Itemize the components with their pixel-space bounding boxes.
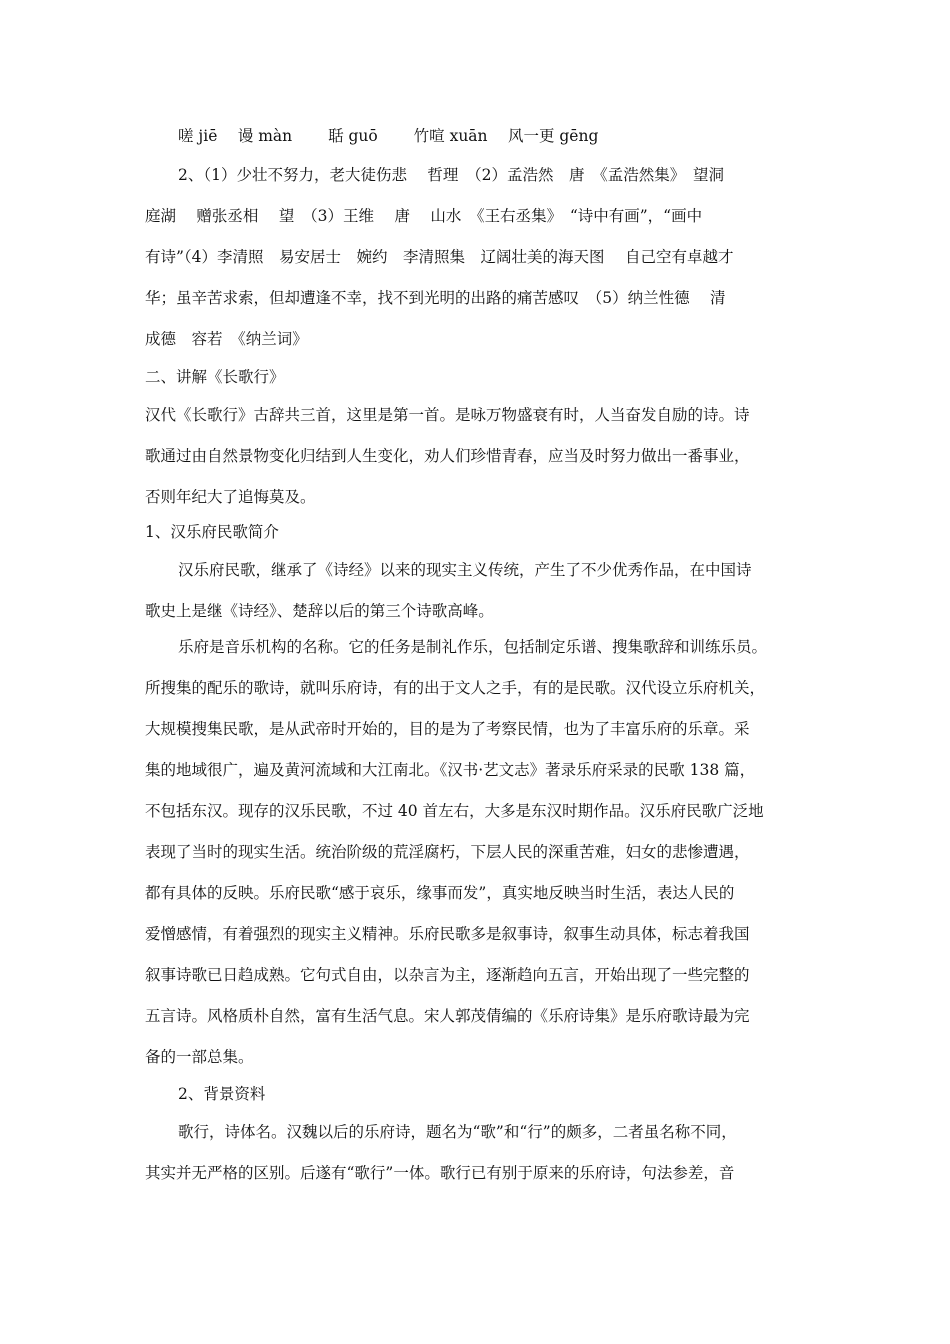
body-paragraph-line: 所搜集的配乐的歌诗，就叫乐府诗，有的出于文人之手，有的是民歌。汉代设立乐府机关， [145,679,766,697]
body-paragraph-line: 都有具体的反映。乐府民歌“感于哀乐，缘事而发”，真实地反映当时生活，表达人民的 [145,884,735,902]
answer-paragraph-line: 庭湖 赠张丞相 望 （3）王维 唐 山水 《王右丞集》 “诗中有画”，“画中 [145,207,703,225]
body-paragraph-line: 不包括东汉。现存的汉乐民歌，不过 40 首左右，大多是东汉时期作品。汉乐府民歌广泛地 [145,802,764,820]
intro-paragraph-line: 否则年纪大了追悔莫及。 [145,488,316,506]
answer-paragraph-line: 有诗”（4）李清照 易安居士 婉约 李清照集 辽阔壮美的海天图 自己空有卓越才 [145,248,734,266]
intro-paragraph-line: 汉代《长歌行》古辞共三首，这里是第一首。是咏万物盛衰有时，人当奋发自励的诗。诗 [145,406,750,424]
answer-paragraph-line: 华；虽辛苦求索，但却遭逢不幸，找不到光明的出路的痛苦感叹 （5）纳兰性德 清 [145,289,726,307]
subsection-heading: 1、汉乐府民歌简介 [145,523,279,541]
body-paragraph-line: 备的一部总集。 [145,1048,254,1066]
background-paragraph-line: 歌行，诗体名。汉魏以后的乐府诗，题名为“歌”和“行”的颇多，二者虽名称不同， [178,1123,737,1141]
body-paragraph-line: 歌史上是继《诗经》、楚辞以后的第三个诗歌高峰。 [145,602,494,620]
subsection-heading: 2、背景资料 [178,1085,266,1103]
body-paragraph-line: 集的地域很广，遍及黄河流域和大江南北。《汉书·艺文志》著录乐府采录的民歌 138 篇， [145,761,756,779]
body-paragraph-line: 乐府是音乐机构的名称。它的任务是制礼作乐，包括制定乐谱、搜集歌辞和训练乐员。 [178,638,768,656]
background-paragraph-line: 其实并无严格的区别。后遂有“歌行”一体。歌行已有别于原来的乐府诗，句法参差，音 [145,1164,735,1182]
body-paragraph-line: 爱憎感情，有着强烈的现实主义精神。乐府民歌多是叙事诗，叙事生动具体，标志着我国 [145,925,750,943]
body-paragraph-line: 汉乐府民歌，继承了《诗经》以来的现实主义传统，产生了不少优秀作品，在中国诗 [178,561,752,579]
section-heading: 二、讲解《长歌行》 [145,368,285,386]
pinyin-line: 嗟 jiē 谩 màn 聒 guō 竹喧 xuān 风一更 gēng [178,127,599,145]
body-paragraph-line: 大规模搜集民歌，是从武帝时开始的，目的是为了考察民情，也为了丰富乐府的乐章。采 [145,720,750,738]
answer-paragraph-line: 成德 容若 《纳兰词》 [145,330,308,348]
intro-paragraph-line: 歌通过由自然景物变化归结到人生变化，劝人们珍惜青春，应当及时努力做出一番事业， [145,447,750,465]
body-paragraph-line: 五言诗。风格质朴自然，富有生活气息。宋人郭茂倩编的《乐府诗集》是乐府歌诗最为完 [145,1007,750,1025]
body-paragraph-line: 叙事诗歌已日趋成熟。它句式自由，以杂言为主，逐渐趋向五言，开始出现了一些完整的 [145,966,750,984]
body-paragraph-line: 表现了当时的现实生活。统治阶级的荒淫腐朽，下层人民的深重苦难，妇女的悲惨遭遇， [145,843,750,861]
answer-paragraph-line: 2、（1）少壮不努力，老大徒伤悲 哲理 （2）孟浩然 唐 《孟浩然集》 望洞 [178,166,725,184]
